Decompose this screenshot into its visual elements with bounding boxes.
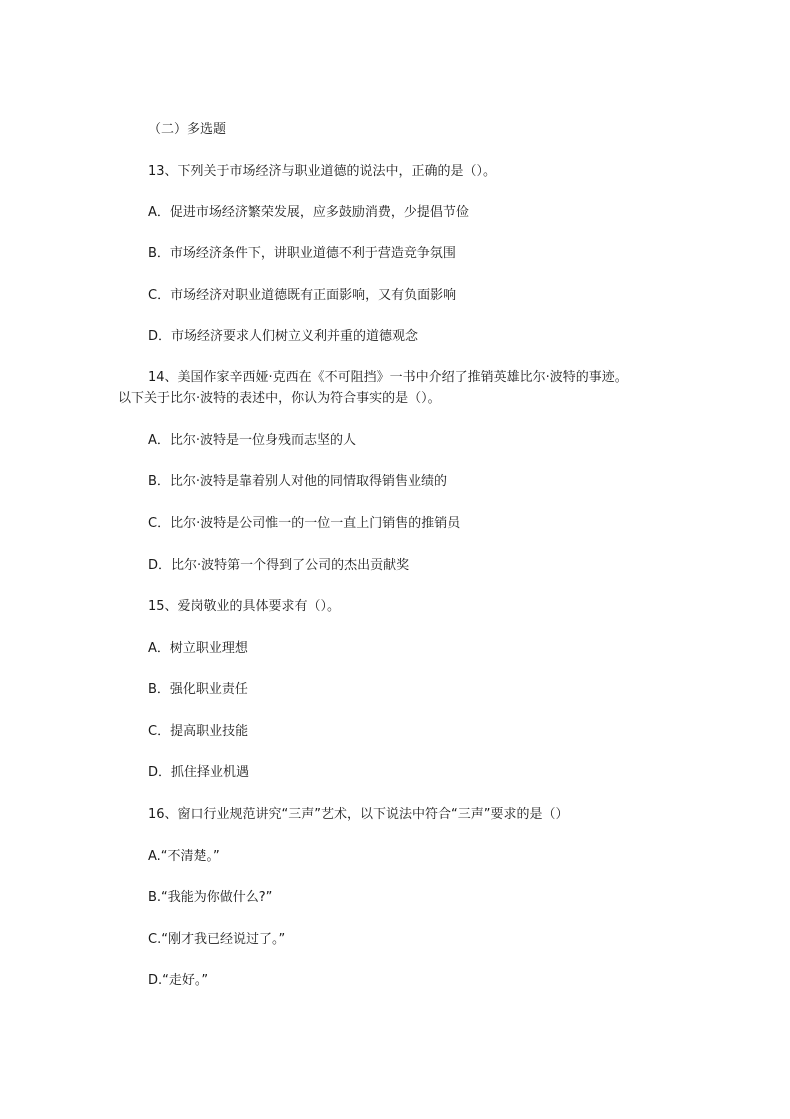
question-13-option-b: B．市场经济条件下，讲职业道德不利于营造竞争氛围 <box>148 246 456 261</box>
question-16-option-a: A.“不清楚。” <box>148 849 220 864</box>
question-15-stem: 15、爱岗敬业的具体要求有（）。 <box>148 599 341 614</box>
question-13-stem: 13、下列关于市场经济与职业道德的说法中，正确的是（）。 <box>148 164 497 179</box>
section-title: （二）多选题 <box>148 122 227 137</box>
question-14-option-d: D．比尔·波特第一个得到了公司的杰出贡献奖 <box>148 558 410 573</box>
question-16-stem: 16、窗口行业规范讲究“三声”艺术，以下说法中符合“三声”要求的是（） <box>148 807 569 822</box>
question-14-option-b: B．比尔·波特是靠着别人对他的同情取得销售业绩的 <box>148 474 448 489</box>
question-13-option-d: D．市场经济要求人们树立义利并重的道德观念 <box>148 329 419 344</box>
question-13-option-a: A．促进市场经济繁荣发展，应多鼓励消费，少提倡节俭 <box>148 205 469 220</box>
question-15-option-a: A．树立职业理想 <box>148 641 248 656</box>
question-16-option-c: C.“刚才我已经说过了。” <box>148 932 286 947</box>
question-16-option-b: B.“我能为你做什么?” <box>148 890 273 905</box>
question-15-option-b: B．强化职业责任 <box>148 682 248 697</box>
question-14-stem-line1: 14、美国作家辛西娅·克西在《不可阻挡》一书中介绍了推销英雄比尔·波特的事迹。 <box>148 370 628 385</box>
question-16-option-d: D.“走好。” <box>148 973 209 988</box>
question-14-option-c: C．比尔·波特是公司惟一的一位一直上门销售的推销员 <box>148 516 461 531</box>
question-14-option-a: A．比尔·波特是一位身残而志坚的人 <box>148 433 357 448</box>
question-13-option-c: C．市场经济对职业道德既有正面影响，又有负面影响 <box>148 288 457 303</box>
question-15-option-c: C．提高职业技能 <box>148 724 249 739</box>
question-15-option-d: D．抓住择业机遇 <box>148 765 250 780</box>
question-14-stem-line2: 以下关于比尔·波特的表述中，你认为符合事实的是（）。 <box>118 391 441 406</box>
